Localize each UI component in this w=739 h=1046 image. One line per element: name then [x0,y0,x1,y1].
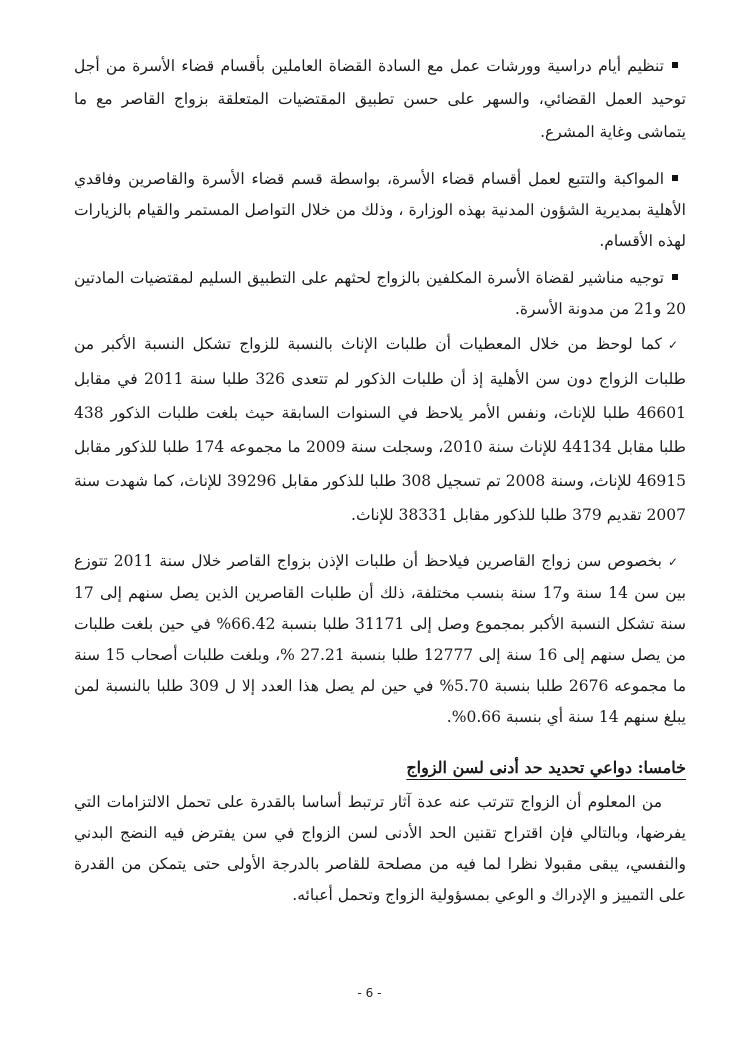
bullet-text: تنظيم أيام دراسية وورشات عمل مع السادة القضاة العاملين بأقسام قضاء الأسرة من أجل توحيد العمل القضائي، والسهر على حسن تطبيق المقتضيات المتعلقة بزواج القاصر مع ما يتماشى وغاية المشرع. [74,57,686,141]
page-number: - 6 - [357,986,382,1000]
bullet-item-workshops [74,50,686,149]
square-bullet-icon [672,175,678,181]
bullet-item-circulars [74,263,686,325]
check-mark-icon: ✓ [667,555,678,569]
body-paragraph [74,787,686,911]
check-item-minor-ages [74,546,686,733]
bullet-item-monitoring [74,164,686,257]
section-heading-text: خامسا: دواعي تحديد حد أدنى لسن الزواج [406,758,686,777]
check-text: كما لوحظ من خلال المعطيات أن طلبات الإناث بالنسبة للزواج تشكل النسبة الأكبر من طلبات الزواج دون سن الأهلية إذ أن طلبات الذكور لم تتعدى 326 طلبا سنة 2011 في مقابل 46601 طلبا للإناث، ونفس الأمر يلاحظ في السنوات السابقة حيث بلغت طلبات الذكور 438 طلبا مقابل 44134 للإناث سنة 2010، وسجلت سنة 2009 ما مجموعه 174 طلبا للذكور مقابل 46915 للإناث، وسنة 2008 تم تسجيل 308 طلبا للذكور مقابل 39296 للإناث، كما شهدت سنة 2007 تقديم 379 طلبا للذكور مقابل 38331 للإناث. [74,335,687,524]
check-item-female-requests [74,327,686,532]
square-bullet-icon [672,274,678,280]
bullet-text: توجيه مناشير لقضاة الأسرة المكلفين بالزواج لحثهم على التطبيق السليم لمقتضيات المادتين 20 و21 من مدونة الأسرة. [74,269,686,318]
paragraph-text: من المعلوم أن الزواج تترتب عنه عدة آثار ترتبط أساسا بالقدرة على تحمل الالتزامات التي يفرضها، وبالتالي فإن اقتراح تقنين الحد الأدنى لسن الزواج في سن يفترض فيه النضج البدني والنفسي، يبقى مقبولا نظرا لما فيه من مصلحة للقاصر بالدرجة الأولى حتى يتمكن من القدرة على التمييز و الإدراك و الوعي بمسؤولية الزواج وتحمل أعبائه. [74,793,686,904]
check-text: بخصوص سن زواج القاصرين فيلاحظ أن طلبات الإذن بزواج القاصر خلال سنة 2011 تتوزع بين سن 14 سنة و17 سنة بنسب مختلفة، ذلك أن طلبات القاصرين الذين يصل سنهم إلى 17 سنة تشكل النسبة الأكبر بمجموع وصل إلى 31171 طلبا بنسبة 66.42% في حين بلغت طلبات من يصل سنهم إلى 16 سنة إلى 12777 طلبا بنسبة 27.21 %، وبلغت طلبات أصحاب 15 سنة ما مجموعه 2676 طلبا بنسبة 5.70% في حين لم يصل هذا العدد إلا ل 309 طلبا بالنسبة لمن يبلغ سنهم 14 سنة أي بنسبة 0.66%. [74,552,686,726]
document-body [74,50,686,911]
bullet-text: المواكبة والتتبع لعمل أقسام قضاء الأسرة، بواسطة قسم قضاء الأسرة والقاصرين وفاقدي الأهلية بمديرية الشؤون المدنية بهذه الوزارة ، وذلك من خلال التواصل المستمر والقيام بالزيارات لهذه الأقسام. [74,170,686,250]
check-mark-icon: ✓ [667,338,678,352]
section-heading [74,753,686,783]
square-bullet-icon [672,62,678,68]
